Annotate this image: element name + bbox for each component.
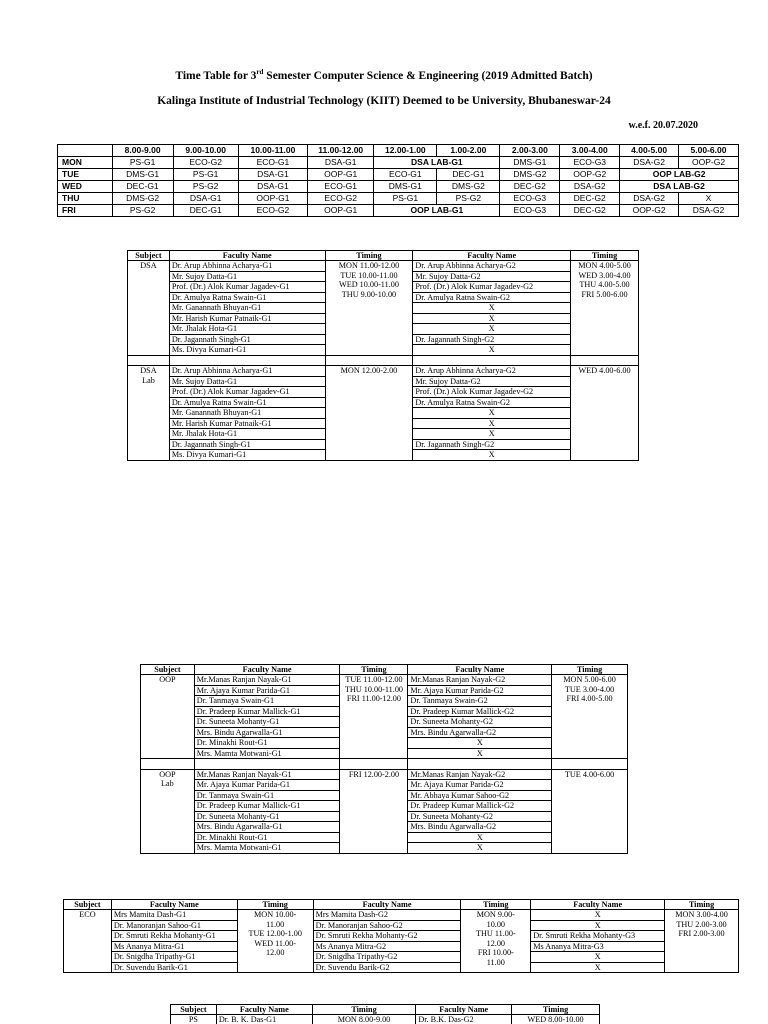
subject-cell (141, 769, 195, 853)
slot-header: 11.00-12.00 (308, 145, 374, 157)
faculty-name: Mr.Manas Ranjan Nayak-G2 (408, 675, 552, 686)
timing-line: 12.00 (486, 938, 506, 948)
ps-faculty-table-wrap (170, 1004, 600, 1024)
faculty-name: Dr. Tanmaya Swain-G2 (408, 696, 552, 707)
faculty-row (64, 920, 739, 931)
class-cell: ECO-G1 (374, 169, 437, 181)
gap-cell (141, 759, 195, 770)
class-cell: DEC-G1 (112, 181, 173, 193)
timing-list (573, 366, 636, 376)
faculty-name: Dr. Suneeta Mohanty-G1 (194, 717, 340, 728)
faculty-name: X (531, 920, 665, 931)
faculty-name: Mr. Ajaya Kumar Parida-G1 (194, 780, 340, 791)
class-cell: DSA-G1 (238, 181, 307, 193)
class-cell: DMS-G2 (500, 169, 560, 181)
class-cell: DMS-G1 (374, 181, 437, 193)
column-header: Timing (237, 900, 313, 910)
faculty-name: Dr. Suneeta Mohanty-G2 (408, 717, 552, 728)
faculty-name: Dr. Arup Abhinna Acharya-G2 (413, 366, 571, 377)
faculty-row (64, 931, 739, 942)
faculty-name: Dr. Jagannath Singh-G2 (413, 439, 571, 450)
timing-line: OOP (159, 769, 176, 779)
gap-cell (408, 759, 552, 770)
faculty-name: Mr. Ajaya Kumar Parida-G1 (194, 685, 340, 696)
timing-list (240, 910, 311, 958)
timing-line: MON 3.00-4.00 (675, 910, 728, 919)
timing-cell (552, 769, 628, 853)
column-header: Timing (665, 900, 739, 910)
faculty-row (64, 962, 739, 973)
weekly-timetable (57, 144, 739, 217)
eco-faculty-table-wrap (63, 899, 739, 973)
faculty-row (64, 952, 739, 963)
faculty-row (64, 910, 739, 921)
faculty-row (171, 1015, 600, 1024)
class-cell: OOP-G2 (679, 157, 739, 169)
class-cell: PS-G1 (112, 157, 173, 169)
faculty-name: Dr. Suneeta Mohanty-G2 (408, 811, 552, 822)
faculty-name: Dr. Manoranjan Sahoo-G1 (111, 920, 237, 931)
gap-cell (325, 355, 413, 366)
title-line-2: Kalinga Institute of Industrial Technology (KIIT) Deemed to be University, Bhubaneswar-24 (157, 95, 611, 107)
column-header: Timing (325, 251, 413, 261)
class-cell: OOP-G2 (560, 169, 620, 181)
class-cell: ECO-G2 (173, 157, 238, 169)
timing-line: MON 9.00- (476, 910, 515, 919)
class-cell: DSA-G2 (560, 181, 620, 193)
timing-list (554, 770, 625, 780)
faculty-name: Dr. Suneeta Mohanty-G1 (194, 811, 340, 822)
class-cell: OOP-G1 (308, 169, 374, 181)
subject-cell (141, 675, 195, 759)
timing-line: FRI 11.00-12.00 (346, 694, 401, 703)
faculty-name: Mr. Harish Kumar Patnaik-G1 (169, 313, 325, 324)
timing-cell (237, 910, 313, 973)
dsa-faculty-table-wrap (127, 250, 639, 461)
timing-line: FRI 4.00-5.00 (566, 694, 613, 703)
class-cell: DSA-G2 (679, 205, 739, 217)
timing-line: Lab (161, 779, 174, 788)
gap-cell (194, 759, 340, 770)
class-cell: ECO-G2 (238, 205, 307, 217)
class-cell: OOP LAB-G1 (374, 205, 500, 217)
timing-line: FRI 10.00- (477, 948, 514, 957)
corner-cell (58, 145, 113, 157)
slot-header: 8.00-9.00 (112, 145, 173, 157)
faculty-name: Dr. Suvendu Barik-G1 (111, 962, 237, 973)
class-cell: PS-G2 (437, 193, 500, 205)
column-header: Subject (128, 251, 170, 261)
class-cell: OOP-G2 (620, 205, 679, 217)
timing-line: MON 4.00-5.00 (578, 261, 631, 270)
faculty-name: Dr. Amulya Ratna Swain-G1 (169, 397, 325, 408)
faculty-name: X (413, 418, 571, 429)
faculty-name: Mrs Mamita Dash-G1 (111, 910, 237, 921)
faculty-name: Mr. Harish Kumar Patnaik-G1 (169, 418, 325, 429)
faculty-name: X (408, 738, 552, 749)
timing-cell: WED 8.00-10.00 (512, 1015, 600, 1024)
column-header: Faculty Name (169, 251, 325, 261)
slot-header: 10.00-11.00 (238, 145, 307, 157)
eco-faculty-table (63, 899, 739, 973)
column-header: Timing (340, 665, 408, 675)
faculty-name: Ms Ananya Mitra-G3 (531, 941, 665, 952)
class-cell: DEC-G2 (560, 205, 620, 217)
faculty-name: Mrs. Bindu Agarwalla-G2 (408, 727, 552, 738)
faculty-name: Mr. Ajaya Kumar Parida-G2 (408, 780, 552, 791)
column-header: Timing (571, 251, 639, 261)
day-label: THU (58, 193, 113, 205)
timing-cell (571, 261, 639, 356)
class-cell: PS-G2 (112, 205, 173, 217)
faculty-name: X (531, 962, 665, 973)
faculty-name: Mrs. Mamta Motwani-G1 (194, 843, 340, 854)
header-row (128, 251, 639, 261)
class-cell: DMS-G1 (112, 169, 173, 181)
timing-line: TUE 4.00-6.00 (564, 769, 615, 779)
class-cell: PS-G1 (374, 193, 437, 205)
faculty-name: X (408, 843, 552, 854)
faculty-row (64, 941, 739, 952)
ps-faculty-table (170, 1004, 600, 1024)
faculty-name: Dr. Smruti Rekha Mohanty-G2 (313, 931, 461, 942)
class-cell: OOP-G1 (238, 193, 307, 205)
column-header: Faculty Name (216, 1005, 312, 1015)
faculty-name: Mrs. Bindu Agarwalla-G1 (194, 822, 340, 833)
timing-line: OOP (159, 675, 176, 684)
class-cell: ECO-G1 (238, 157, 307, 169)
faculty-name: Dr. Smruti Rekha Mohanty-G1 (111, 931, 237, 942)
class-cell: ECO-G2 (308, 193, 374, 205)
dsa-faculty-table (127, 250, 639, 461)
gap-cell (128, 355, 170, 366)
faculty-name: Mr. Jhalak Hota-G1 (169, 429, 325, 440)
subject-name (143, 675, 192, 685)
timing-line: TUE 11.00-12.00 (345, 675, 403, 684)
column-header: Faculty Name (531, 900, 665, 910)
faculty-name: Dr. Arup Abhinna Acharya-G2 (413, 261, 571, 272)
timing-list (573, 261, 636, 299)
column-header: Timing (512, 1005, 600, 1015)
timing-line: MON 5.00-6.00 (563, 675, 616, 684)
timing-line: THU 4.00-5.00 (579, 280, 630, 289)
faculty-name: Mr.Manas Ranjan Nayak-G2 (408, 769, 552, 780)
timing-cell (325, 366, 413, 461)
class-cell: DEC-G1 (437, 169, 500, 181)
timing-line: WED 3.00-4.00 (578, 270, 631, 280)
faculty-name: Mrs. Bindu Agarwalla-G1 (194, 727, 340, 738)
timing-line: 11.00 (266, 919, 285, 929)
header-row (171, 1005, 600, 1015)
faculty-name: Dr. Jagannath Singh-G1 (169, 334, 325, 345)
timing-line: WED 10.00-11.00 (338, 280, 399, 289)
day-label: FRI (58, 205, 113, 217)
timing-line: TUE 3.00-4.00 (564, 684, 615, 694)
faculty-name: Prof. (Dr.) Alok Kumar Jagadev-G2 (413, 387, 571, 398)
column-header: Faculty Name (194, 665, 340, 675)
slot-header: 5.00-6.00 (679, 145, 739, 157)
timing-cell: MON 8.00-9.00 (312, 1015, 416, 1024)
column-header: Faculty Name (416, 1005, 512, 1015)
faculty-name: Dr. Suvendu Barik-G2 (313, 962, 461, 973)
subject-name (130, 366, 167, 385)
class-cell: DEC-G1 (173, 205, 238, 217)
timing-cell (340, 769, 408, 853)
column-header: Timing (461, 900, 531, 910)
day-label: MON (58, 157, 113, 169)
faculty-name: Mr. Ganannath Bhuyan-G1 (169, 408, 325, 419)
class-cell: DMS-G2 (437, 181, 500, 193)
class-cell: DEC-G2 (500, 181, 560, 193)
faculty-name: X (413, 313, 571, 324)
class-cell: OOP LAB-G2 (620, 169, 739, 181)
timing-line: THU 11.00- (475, 929, 516, 938)
timing-line: DSA (140, 366, 157, 375)
oop-faculty-table-wrap (140, 664, 628, 854)
faculty-name: X (413, 345, 571, 356)
class-cell: DSA-G1 (173, 193, 238, 205)
class-cell: DSA-G2 (620, 157, 679, 169)
subject-name (130, 261, 167, 271)
faculty-name: X (408, 832, 552, 843)
faculty-name: Dr. Manoranjan Sahoo-G2 (313, 920, 461, 931)
faculty-name: Dr. Snigdha Tripathy-G1 (111, 952, 237, 963)
class-cell: ECO-G3 (500, 205, 560, 217)
faculty-name: Ms. Divya Kumari-G1 (169, 450, 325, 461)
timing-line: MON 11.00-12.00 (338, 261, 400, 270)
class-cell: DMS-G2 (112, 193, 173, 205)
faculty-name: Ms. Divya Kumari-G1 (169, 345, 325, 356)
timing-cell (340, 675, 408, 759)
timetable-row (58, 157, 739, 169)
faculty-name: Dr. B. K. Das-G1 (216, 1015, 312, 1024)
class-cell: DEC-G2 (560, 193, 620, 205)
faculty-name: Mrs. Bindu Agarwalla-G2 (408, 822, 552, 833)
slot-header: 1.00-2.00 (437, 145, 500, 157)
faculty-name: Prof. (Dr.) Alok Kumar Jagadev-G2 (413, 282, 571, 293)
faculty-name: X (413, 408, 571, 419)
timing-list (342, 770, 405, 780)
timing-line: FRI 2.00-3.00 (678, 929, 725, 938)
faculty-name: Dr. Pradeep Kumar Mallick-G2 (408, 706, 552, 717)
faculty-name: Dr. Pradeep Kumar Mallick-G1 (194, 801, 340, 812)
column-header: Subject (64, 900, 112, 910)
gap-cell (571, 355, 639, 366)
faculty-name: Mr. Ajaya Kumar Parida-G2 (408, 685, 552, 696)
timing-line: WED 11.00- (254, 938, 296, 948)
timing-line: DSA (140, 261, 157, 270)
class-cell: X (679, 193, 739, 205)
class-cell: DSA-G1 (308, 157, 374, 169)
timing-cell (552, 675, 628, 759)
day-label: WED (58, 181, 113, 193)
faculty-row (128, 366, 639, 377)
faculty-name: Dr. Amulya Ratna Swain-G1 (169, 292, 325, 303)
timing-line: 12.00 (265, 948, 285, 957)
column-header: Faculty Name (111, 900, 237, 910)
faculty-row (141, 675, 628, 686)
class-cell: DSA-G1 (238, 169, 307, 181)
slot-header: 9.00-10.00 (173, 145, 238, 157)
gap-cell (552, 759, 628, 770)
group-gap (141, 759, 628, 770)
faculty-name: Mr. Jhalak Hota-G1 (169, 324, 325, 335)
timing-line: WED 4.00-6.00 (578, 366, 631, 375)
slot-header: 3.00-4.00 (560, 145, 620, 157)
subject-name (143, 770, 192, 789)
faculty-name: X (413, 303, 571, 314)
slot-header: 12.00-1.00 (374, 145, 437, 157)
faculty-name: X (531, 952, 665, 963)
faculty-name: Dr. Tanmaya Swain-G1 (194, 790, 340, 801)
faculty-name: Prof. (Dr.) Alok Kumar Jagadev-G1 (169, 387, 325, 398)
faculty-name: X (413, 450, 571, 461)
faculty-row (141, 769, 628, 780)
faculty-name: Dr. Jagannath Singh-G1 (169, 439, 325, 450)
timing-line: THU 2.00-3.00 (676, 919, 727, 929)
column-header: Faculty Name (408, 665, 552, 675)
faculty-name: Dr. Arup Abhinna Acharya-G1 (169, 366, 325, 377)
faculty-name: Mrs. Mamta Motwani-G1 (194, 748, 340, 759)
faculty-name: Dr. Minakhi Rout-G1 (194, 738, 340, 749)
class-cell: PS-G2 (173, 181, 238, 193)
day-label: TUE (58, 169, 113, 181)
class-cell: ECO-G3 (500, 193, 560, 205)
timing-line: 11.00 (486, 957, 505, 967)
faculty-name: Mrs Mamita Dash-G2 (313, 910, 461, 921)
faculty-name: Dr. Jagannath Singh-G2 (413, 334, 571, 345)
class-cell: DMS-G1 (500, 157, 560, 169)
timing-line: Lab (142, 375, 155, 385)
faculty-name: Dr. Amulya Ratna Swain-G2 (413, 397, 571, 408)
faculty-name: Ms Ananya Mitra-G1 (111, 941, 237, 952)
timetable-row (58, 181, 739, 193)
faculty-name: Dr. Pradeep Kumar Mallick-G1 (194, 706, 340, 717)
slot-header: 4.00-5.00 (620, 145, 679, 157)
class-cell: DSA-G2 (620, 193, 679, 205)
timetable-row (58, 193, 739, 205)
class-cell: OOP-G1 (308, 205, 374, 217)
subject-cell (128, 366, 170, 461)
faculty-name: Mr. Ganannath Bhuyan-G1 (169, 303, 325, 314)
faculty-name: Dr. Tanmaya Swain-G1 (194, 696, 340, 707)
timetable-row (58, 205, 739, 217)
timing-list (342, 675, 405, 704)
faculty-row (128, 261, 639, 272)
timing-line: THU 9.00-10.00 (341, 289, 397, 299)
oop-faculty-table (140, 664, 628, 854)
gap-cell (169, 355, 325, 366)
column-header: Subject (141, 665, 195, 675)
column-header: Subject (171, 1005, 217, 1015)
faculty-name: Prof. (Dr.) Alok Kumar Jagadev-G1 (169, 282, 325, 293)
effective-date: w.e.f. 20.07.2020 (628, 120, 698, 131)
timing-cell (571, 366, 639, 461)
timing-line: MON 12.00-2.00 (340, 366, 398, 375)
title-line-1: Time Table for 3rd Semester Computer Science & Engineering (2019 Admitted Batch) (175, 68, 593, 82)
timing-line: 10.00 (486, 919, 506, 929)
class-cell: DSA LAB-G1 (374, 157, 500, 169)
faculty-name: Dr. Minakhi Rout-G1 (194, 832, 340, 843)
faculty-name: Mr. Sujoy Datta-G1 (169, 271, 325, 282)
faculty-name: X (413, 429, 571, 440)
timing-list (328, 261, 411, 299)
class-cell: PS-G1 (173, 169, 238, 181)
timing-line: TUE 12.00-1.00 (248, 929, 302, 938)
faculty-name: Dr. Smruti Rekha Mohanty-G3 (531, 931, 665, 942)
faculty-name: Mr. Abhaya Kumar Sahoo-G2 (408, 790, 552, 801)
faculty-name: Dr. Amulya Ratna Swain-G2 (413, 292, 571, 303)
timing-line: TUE 10.00-11.00 (340, 270, 398, 280)
faculty-name: Dr. Snigdha Tripathy-G2 (313, 952, 461, 963)
subject-cell (128, 261, 170, 356)
column-header: Faculty Name (413, 251, 571, 261)
faculty-name: Mr.Manas Ranjan Nayak-G1 (194, 769, 340, 780)
header-row (141, 665, 628, 675)
subject-cell: PS (171, 1015, 217, 1024)
timing-line: FRI 12.00-2.00 (348, 769, 400, 779)
timing-cell (665, 910, 739, 973)
faculty-name: Ms Ananya Mitra-G2 (313, 941, 461, 952)
column-header: Timing (312, 1005, 416, 1015)
class-cell: DSA LAB-G2 (620, 181, 739, 193)
column-header: Timing (552, 665, 628, 675)
faculty-name: X (408, 748, 552, 759)
timing-line: MON 10.00- (254, 910, 297, 919)
header-row (64, 900, 739, 910)
class-cell: ECO-G1 (308, 181, 374, 193)
timing-list (328, 366, 411, 376)
faculty-name: Dr. Pradeep Kumar Mallick-G2 (408, 801, 552, 812)
faculty-name: Dr. Arup Abhinna Acharya-G1 (169, 261, 325, 272)
timing-line: FRI 5.00-6.00 (581, 289, 628, 299)
faculty-name: Mr. Sujoy Datta-G2 (413, 271, 571, 282)
timing-line: THU 10.00-11.00 (344, 684, 404, 694)
faculty-name: X (531, 910, 665, 921)
faculty-name: Mr. Sujoy Datta-G1 (169, 376, 325, 387)
faculty-name: X (413, 324, 571, 335)
timing-cell (325, 261, 413, 356)
class-cell: ECO-G3 (560, 157, 620, 169)
timing-list (463, 910, 528, 967)
slot-header: 2.00-3.00 (500, 145, 560, 157)
group-gap (128, 355, 639, 366)
gap-cell (340, 759, 408, 770)
timetable-row (58, 169, 739, 181)
timing-list (667, 910, 736, 939)
faculty-name: Mr.Manas Ranjan Nayak-G1 (194, 675, 340, 686)
faculty-name: Dr. B.K. Das-G2 (416, 1015, 512, 1024)
subject-cell: ECO (64, 910, 112, 973)
gap-cell (413, 355, 571, 366)
timing-list (554, 675, 625, 704)
timing-cell (461, 910, 531, 973)
faculty-name: Mr. Sujoy Datta-G2 (413, 376, 571, 387)
column-header: Faculty Name (313, 900, 461, 910)
